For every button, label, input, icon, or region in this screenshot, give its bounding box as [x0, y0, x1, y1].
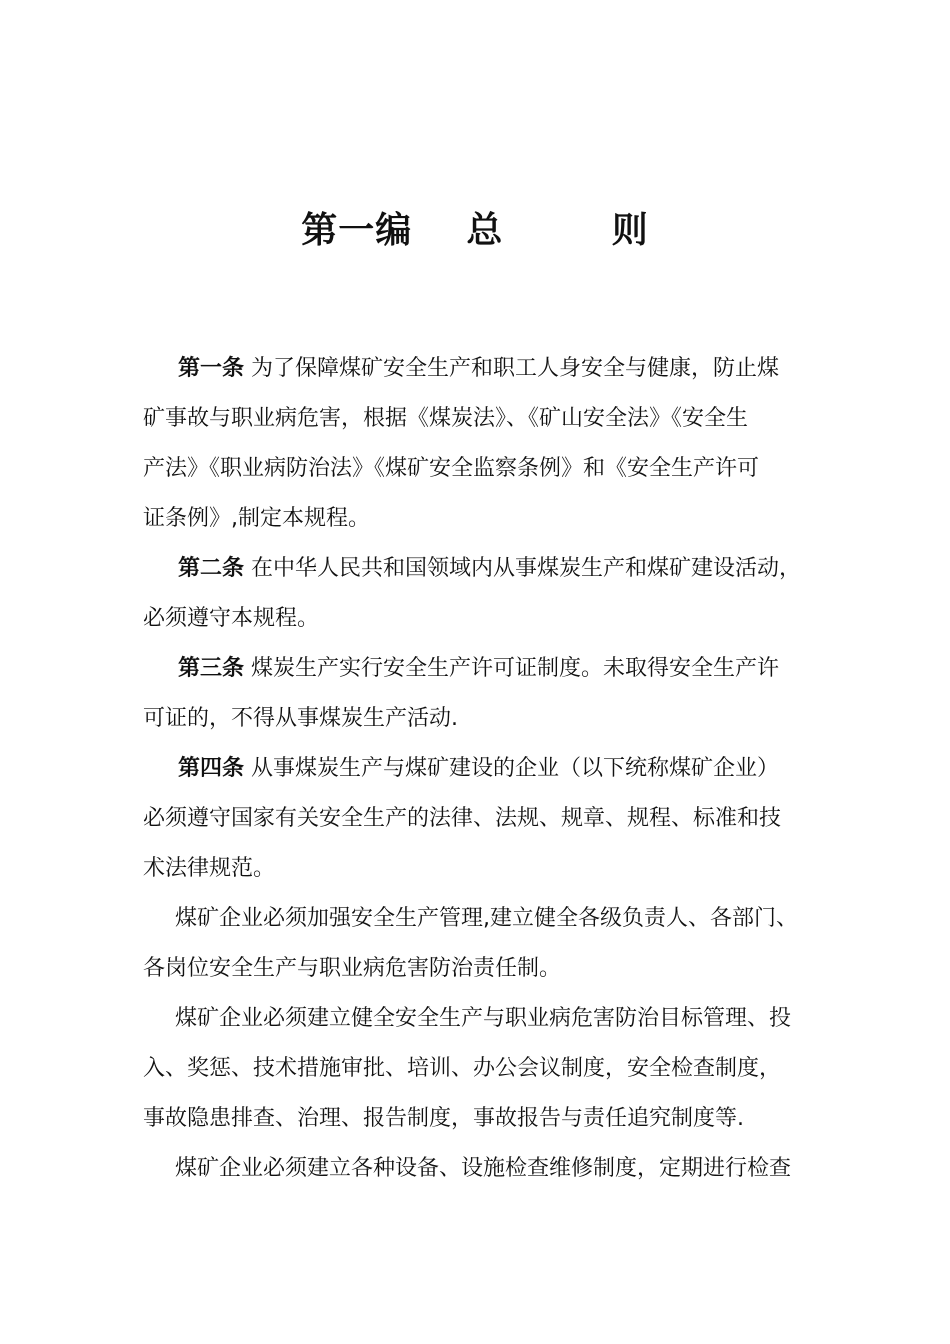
text-line: 煤矿企业必须加强安全生产管理,建立健全各级负责人、各部门、	[175, 906, 798, 931]
text-line	[143, 344, 823, 394]
line-text: 煤炭生产实行安全生产许可证制度。未取得安全生产许	[244, 656, 780, 681]
paragraph	[143, 894, 823, 994]
text-line: 矿事故与职业病危害，根据《煤炭法》、《矿山安全法》《安全生	[143, 406, 749, 431]
line-text: 在中华人民共和国领域内从事煤炭生产和煤矿建设活动，	[244, 556, 802, 581]
article-1	[143, 344, 823, 544]
line-text: 为了保障煤矿安全生产和职工人身安全与健康，防止煤	[244, 356, 780, 381]
text-line: 可证的，不得从事煤炭生产活动.	[143, 706, 458, 731]
text-line: 煤矿企业必须建立各种设备、设施检查维修制度，定期进行检查	[175, 1156, 792, 1181]
text-line: 事故隐患排查、治理、报告制度，事故报告与责任追究制度等.	[143, 1106, 744, 1131]
text-line	[143, 644, 823, 694]
article-3	[143, 644, 823, 744]
article-2	[143, 544, 823, 644]
article-number: 第二条	[178, 556, 245, 581]
article-number: 第一条	[178, 356, 245, 381]
paragraph	[143, 994, 823, 1144]
chapter-title: 第一编 总 则	[301, 210, 649, 251]
text-line: 必须遵守国家有关安全生产的法律、法规、规章、规程、标准和技	[143, 806, 782, 831]
text-line: 证条例》,制定本规程。	[143, 506, 370, 531]
text-line: 各岗位安全生产与职业病危害防治责任制。	[143, 956, 562, 981]
text-line: 产法》《职业病防治法》《煤矿安全监察条例》和《安全生产许可	[143, 456, 760, 481]
article-number: 第三条	[178, 656, 245, 681]
text-line: 必须遵守本规程。	[143, 606, 320, 631]
text-line: 入、奖惩、技术措施审批、培训、办公会议制度，安全检查制度，	[143, 1056, 782, 1081]
text-line	[143, 544, 823, 594]
text-line	[143, 744, 823, 794]
text-line: 术法律规范。	[143, 856, 276, 881]
paragraph	[143, 1144, 823, 1194]
document-body	[143, 344, 823, 1194]
article-4	[143, 744, 823, 894]
text-line: 煤矿企业必须建立健全安全生产与职业病危害防治目标管理、投	[175, 1006, 792, 1031]
line-text: 从事煤炭生产与煤矿建设的企业（以下统称煤矿企业）	[244, 756, 780, 781]
article-number: 第四条	[178, 756, 245, 781]
